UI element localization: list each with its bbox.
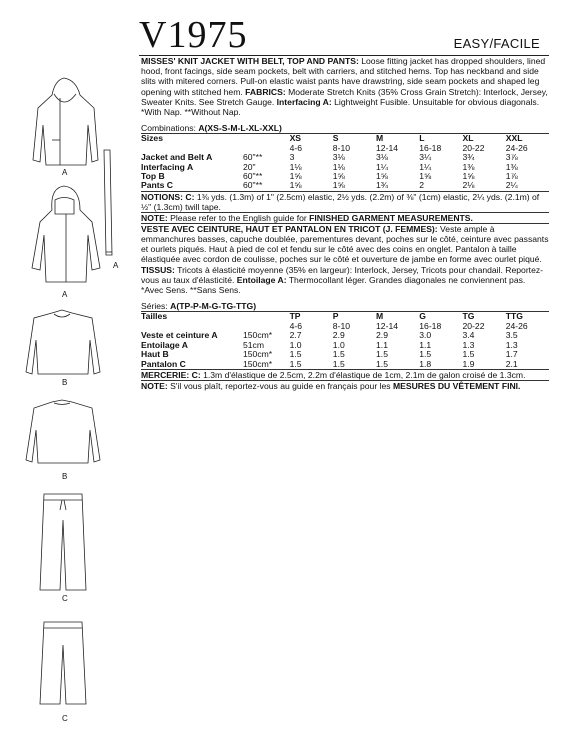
size-code: XXL <box>505 133 523 144</box>
top-sketch-back <box>26 400 100 463</box>
note-bold: FINISHED GARMENT MEASUREMENTS. <box>309 212 473 223</box>
series-line <box>141 301 549 311</box>
size-range: 12-14 <box>376 142 399 153</box>
size-range: 8-10 <box>332 142 350 153</box>
tailles-label: Tailles <box>141 311 168 322</box>
size-range: 4-6 <box>289 142 302 153</box>
english-yardage-table <box>141 134 549 190</box>
size-code: XL <box>462 133 474 144</box>
note-text: Please refer to the English guide for <box>170 212 307 223</box>
jacket-sketch-front <box>0 0 140 736</box>
interfacing-text: Lightweight Fusible. Unsuitable for obvious diagonals. *With Nap. **Without Nap. <box>141 96 540 118</box>
fabrics-text: Moderate Stretch Knits (35% Cross Grain Stretch): Interlock, Jersey, Sweater Knits. See Stretch Gauge. <box>141 86 548 107</box>
english-note <box>141 213 549 223</box>
size-range: 16-18 <box>419 142 442 153</box>
pants-sketch-back <box>40 622 86 704</box>
french-title: VESTE AVEC CEINTURE, HAUT ET PANTALON EN TRICOT (J. FEMMES): <box>141 223 438 234</box>
size-code: S <box>332 133 339 144</box>
table-row: Pants C 60"** 1⅝ 1⅝ 1¾ 2 2⅛ 2¼ <box>141 180 518 191</box>
size-range: 20-22 <box>462 142 485 153</box>
fabrics-label: FABRICS: <box>245 86 286 97</box>
table-row: Top B 60"** 1⅝ 1⅝ 1⅝ 1⅝ 1⅝ 1⅞ <box>141 171 518 182</box>
sketch-label-b2: B <box>62 472 68 481</box>
sketch-label-a-belt: A <box>113 261 119 270</box>
difficulty-level: EASY/FACILE <box>453 36 540 51</box>
size-code: TG <box>462 311 475 322</box>
size-range: 16-18 <box>419 320 442 331</box>
english-description-text: Loose fitting jacket has dropped shoulders, lined hood, front facings, side seam pockets, belt with carriers, and stitched hems. Top has neckband and side slits with mitered corners. Pull-on elastic waist pants have drawstring, side seam pockets and shaped leg opening with stitched hem. <box>141 56 546 97</box>
pants-sketch-front <box>40 494 86 590</box>
pattern-number: V1975 <box>139 14 248 56</box>
size-range: 8-10 <box>332 320 350 331</box>
series-label: Séries: <box>141 301 168 312</box>
sketch-label-a2: A <box>62 290 68 299</box>
size-code: TTG <box>505 311 523 322</box>
size-code: P <box>332 311 339 322</box>
french-description-text: Veste ample à emmanchures basses, capuche doublée, parementures devant, poches sur le côté, ceinture avec passants et ourlets piqués. Haut à pied de col et fendu sur le côté avec des coins en onglet. Pantalon à taille élastiquée avec cordon de coulisse, poches sur le côté et ouverture de jambe en forme avec ourlet piqué. <box>141 223 549 265</box>
interfacing-label: Interfacing A: <box>276 96 332 107</box>
tissus-label: TISSUS: <box>141 264 175 275</box>
english-description <box>141 56 549 117</box>
size-code: G <box>419 311 426 322</box>
french-note <box>141 381 549 391</box>
sketch-label-c2: C <box>62 714 68 723</box>
pattern-info <box>141 56 549 391</box>
mercerie-text: 1.3m d'élastique de 2.5cm, 2.2m d'élastique de 1cm, 2.1m de galon croisé de 1.3cm. <box>203 369 526 380</box>
table-row: Entoilage A 51cm 1.0 1.0 1.1 1.1 1.3 1.3 <box>141 339 518 350</box>
entoilage-label: Entoilage A: <box>236 274 287 285</box>
size-range: 24-26 <box>505 142 528 153</box>
size-code: M <box>376 311 384 322</box>
combinations-value: A(XS-S-M-L-XL-XXL) <box>198 123 282 134</box>
notions-text: 1⅜ yds. (1.3m) of 1" (2.5cm) elastic, 2½ yds. (2.2m) of ⅜" (1cm) elastic, 2¼ yds. (2.1m) of ½" (1.3cm) twill tape. <box>141 191 540 212</box>
table-row: Haut B 150cm* 1.5 1.5 1.5 1.5 1.5 1.7 <box>141 349 518 360</box>
size-range: 12-14 <box>376 320 399 331</box>
jacket-outline <box>33 78 98 165</box>
size-code: XS <box>289 133 302 144</box>
sizes-label: Sizes <box>141 133 163 144</box>
sketch-label-b1: B <box>62 378 68 387</box>
mercerie-label: MERCERIE: C: <box>141 369 201 380</box>
sketch-label-c1: C <box>62 594 68 603</box>
top-sketch-front <box>26 310 100 374</box>
notions-line <box>141 192 549 212</box>
size-range: 20-22 <box>462 320 485 331</box>
size-range: 4-6 <box>289 320 302 331</box>
table-row: Veste et ceinture A 150cm* 2.7 2.9 2.9 3.0 3.4 3.5 <box>141 330 518 341</box>
entoilage-text: Thermocollant léger. Grandes diagonales ne conviennent pas. *Avec Sens. **Sans Sens. <box>141 274 526 296</box>
table-row: Pantalon C 150cm* 1.5 1.5 1.5 1.8 1.9 2.1 <box>141 358 518 369</box>
french-note-label: NOTE: <box>141 380 168 391</box>
size-code: TP <box>289 311 301 322</box>
series-value: A(TP-P-M-G-TG-TTG) <box>170 301 257 312</box>
tissus-text: Tricots à élasticité moyenne (35% en largeur): Interlock, Jersey, Tricots pour chandail. Reportez-vous au taux d'élasticité. <box>141 264 544 285</box>
belt-sketch <box>104 150 112 255</box>
notions-label: NOTIONS: C: <box>141 191 195 202</box>
mercerie-line <box>141 370 549 380</box>
size-code: L <box>419 133 425 144</box>
french-note-bold: MESURES DU VÊTEMENT FINI. <box>392 380 521 391</box>
english-title: MISSES' KNIT JACKET WITH BELT, TOP AND PANTS: <box>141 56 359 66</box>
combinations-label: Combinations: <box>141 123 196 134</box>
french-yardage-table <box>141 312 549 368</box>
table-row: Jacket and Belt A 60"** 3 3⅛ 3⅛ 3¼ 3¾ 3⅞ <box>141 152 518 163</box>
size-code: M <box>376 133 384 144</box>
note-label: NOTE: <box>141 212 168 223</box>
combinations-line <box>141 123 549 133</box>
table-row: Interfacing A 20" 1⅛ 1⅛ 1¼ 1¼ 1⅜ 1⅜ <box>141 161 518 172</box>
french-description <box>141 224 549 295</box>
sketch-label-a1: A <box>62 168 68 177</box>
size-range: 24-26 <box>505 320 528 331</box>
french-note-text: S'il vous plaît, reportez-vous au guide en français pour les <box>170 380 391 391</box>
garment-sketches <box>0 0 140 736</box>
